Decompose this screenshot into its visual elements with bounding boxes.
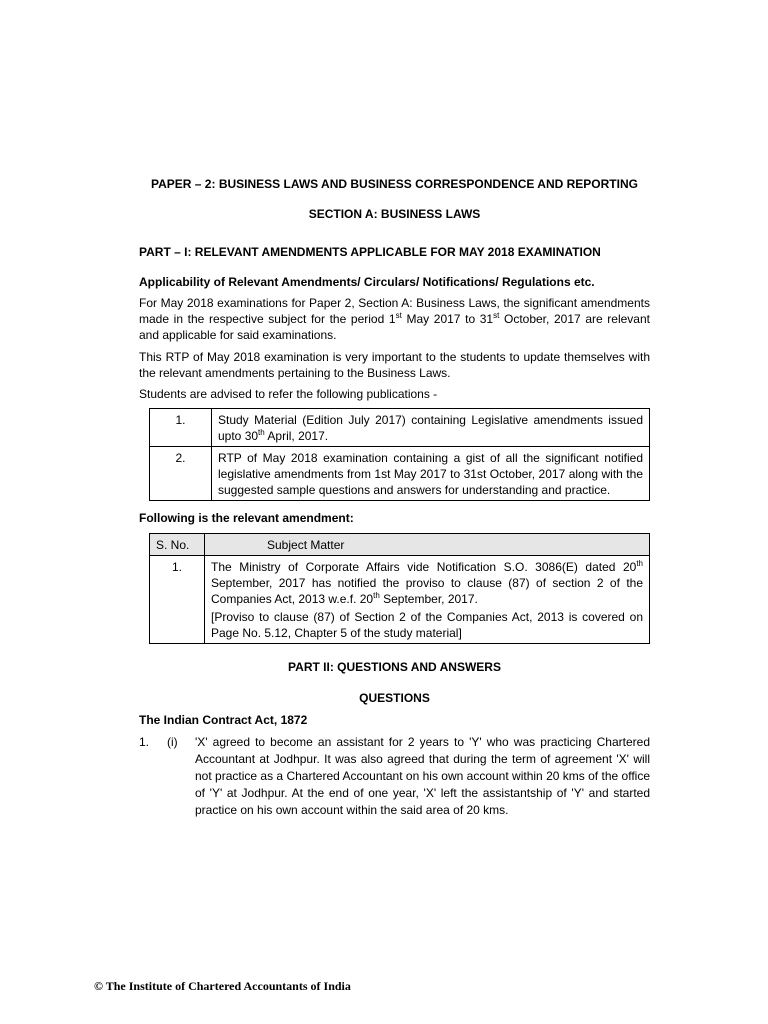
- publication-number: 2.: [150, 447, 212, 501]
- amendment-paragraph: [211, 559, 643, 607]
- publication-text: RTP of May 2018 examination containing a gist of all the significant notified legislative amendments from 1st May 2017 to 31st October, 2017 along with the suggested sample questions and answers for understanding and practice.: [212, 447, 650, 501]
- intro-paragraph: [139, 295, 650, 343]
- amendment-number: 1.: [150, 556, 205, 644]
- intro-superscript: st: [493, 311, 500, 320]
- amendment-text-part: September, 2017 has notified the proviso to clause (87) of section 2 of the Companies Act, 2013 w.e.f. 20: [211, 576, 643, 606]
- table-row: [150, 447, 650, 501]
- part1-title: PART – I: RELEVANT AMENDMENTS APPLICABLE FOR MAY 2018 EXAMINATION: [139, 245, 601, 259]
- applicability-heading: Applicability of Relevant Amendments/ Circulars/ Notifications/ Regulations etc.: [139, 275, 595, 289]
- column-header-sno: S. No.: [150, 534, 205, 556]
- table-row: [150, 409, 650, 447]
- following-heading: Following is the relevant amendment:: [139, 511, 354, 525]
- intro-superscript: st: [395, 311, 402, 320]
- section-title: SECTION A: BUSINESS LAWS: [308, 207, 481, 221]
- paper-title: PAPER – 2: BUSINESS LAWS AND BUSINESS CORRESPONDENCE AND REPORTING: [151, 177, 638, 191]
- publication-text-part: April, 2017.: [264, 429, 329, 443]
- rtp-paragraph: This RTP of May 2018 examination is very important to the students to update themselves with the relevant amendments pertaining to the Business Laws.: [139, 350, 650, 380]
- question-1: [139, 734, 650, 824]
- amendment-text-part: The Ministry of Corporate Affairs vide Notification S.O. 3086(E) dated 20: [211, 560, 637, 574]
- question-subpart: (i): [167, 735, 178, 749]
- table-row: [150, 556, 650, 644]
- act-heading: The Indian Contract Act, 1872: [139, 713, 308, 727]
- intro-text-part: October, 2017 are relevant and applicable for said examinations.: [139, 312, 650, 342]
- column-header-subject: Subject Matter: [205, 534, 650, 556]
- publications-table: [149, 408, 650, 501]
- publication-number: 1.: [150, 409, 212, 447]
- amendment-table: [149, 533, 650, 644]
- part2-title: PART II: QUESTIONS AND ANSWERS: [288, 660, 501, 674]
- amendment-superscript: th: [636, 559, 643, 568]
- amendment-text-part: September, 2017.: [379, 592, 478, 606]
- question-text: 'X' agreed to become an assistant for 2 years to 'Y' who was practicing Chartered Accountant at Jodhpur. It was also agreed that during the term of agreement 'X' will not practice as a Chartered Accountant on his own account within 20 kms of the office of 'Y' at Jodhpur. At the end of one year, 'X' left the assistantship of 'Y' and started practice on his own account within the said area of 20 kms.: [195, 735, 650, 817]
- table-header-row: [150, 534, 650, 556]
- footer-copyright: © The Institute of Chartered Accountants of India: [94, 979, 351, 993]
- amendment-note: [Proviso to clause (87) of Section 2 of the Companies Act, 2013 is covered on Page No. 5.12, Chapter 5 of the study material]: [211, 610, 643, 640]
- questions-title: QUESTIONS: [359, 691, 430, 705]
- question-number: 1.: [139, 735, 150, 749]
- intro-text-part: May 2017 to 31: [401, 312, 494, 326]
- publication-text: [212, 409, 650, 447]
- amendment-text: [205, 556, 650, 644]
- intro-text-part: For May 2018 examinations for Paper 2, Section A: Business Laws, the significant amendments made in the respective subject for the period 1: [139, 296, 650, 326]
- amendment-superscript: th: [373, 591, 380, 600]
- advice-paragraph: Students are advised to refer the following publications -: [139, 387, 438, 401]
- publication-superscript: th: [258, 428, 265, 437]
- publication-text-part: Study Material (Edition July 2017) containing Legislative amendments issued upto 30: [218, 413, 643, 443]
